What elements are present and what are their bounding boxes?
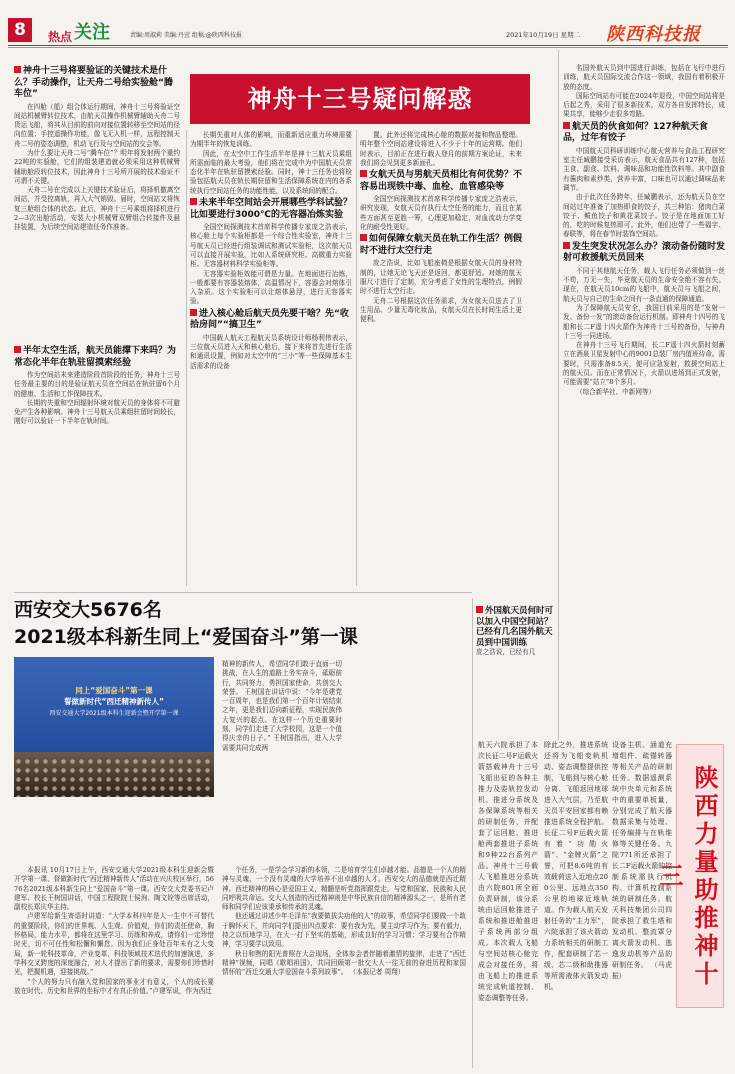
subheading-text: 半年太空生活，航天员能撑下来吗？为常态化半年在轨驻留摸索经验 xyxy=(14,346,177,368)
subheading xyxy=(14,66,180,101)
header-rule-thin xyxy=(8,47,728,48)
feature-column-4 xyxy=(563,64,725,397)
paragraph: 全国空间探测技术首席科学传播专家庞之浩表示，研究发现，女航天员有执行太空任务的能力，而且在某些方面甚至更胜一筹，心理更加稳定，对血流动力学变化的耐受性更好。 xyxy=(360,195,522,232)
ceremony-photo xyxy=(14,657,214,797)
subheading xyxy=(563,242,725,265)
subheading xyxy=(14,346,180,369)
feature-column-3 xyxy=(360,131,522,324)
article2-right-of-photo: 精神的新传人，希望同学们敢于直面一切挑战，在人生的道路上务实奋斗，砥砺前行，共同努力，勇担国家使命，共创交大荣誉。 王树国在讲话中说：“今年是建党一百周年，也是我们第一个百年计划结束之年，更是我们迈向新征程，实现民族伟大复兴的起点。在这样一个历史重要时刻，同学们走进了大学校园，这是一个值得庆幸的日子。” 王树国指出，进入大学需要共同完成两 xyxy=(222,660,342,752)
subheading xyxy=(190,198,352,221)
square-bullet-icon xyxy=(563,242,570,249)
paragraph: “个人的努力只有融入党和国家的事业才有意义，个人的成长要放在时代、历史和世界的坐标中才有真正价值。”卢建军说，作为西迁 xyxy=(14,977,214,995)
paragraph: 本报讯 10月17日上午，西安交通大学2021级本科生迎新会暨开学第一课、督做新时代“西迁精神新传人”活动在兴庆校区举行，5676名2021级本科新生同上“爱国奋斗”第一课。西安交大党委书记卢建军、校长王树国讲话，中国工程院院士侯洵、陶文铨等出席活动，副校长郑庆华主持。 xyxy=(14,866,214,912)
subheading-text: 神舟十三号将要验证的关键技术是什么？手动操作，让天舟二号给实验舱“腾车位” xyxy=(14,66,173,99)
paragraph: 全国空间探测技术首席科学传播专家庞之浩表示，核心舱上每个实验柜都是一个综合性实验室，神舟十三号航天员已经进行组装调试和测试实验柜，这次航天员可以直接开展实验，比如人系统研究柜、高微重力实验柜、无容器材料科学实验柜等。 xyxy=(190,223,352,269)
paragraph: 长期失重对人体的影响，而重新适应重力环境需要为期半年的恢复训练。 xyxy=(190,131,352,149)
subheading xyxy=(563,122,725,145)
square-bullet-icon xyxy=(190,309,197,316)
newspaper-masthead: 陕西科技报 xyxy=(606,24,701,45)
foreign-astronaut-heading: 外国航天员何时可以加入中国空间站？已经有几名国外航天员到中国训练 xyxy=(476,606,554,648)
page-number: 8 xyxy=(8,18,32,42)
feature-column-2 xyxy=(190,131,352,371)
article3-column-c: 设备主机、涵道充增组件、疏锚转器等相关产品的研制任务。数据遥测系统中央单元和系统中的重要单板量，分别完成了航天器数据采集与处理、任务编排与在轨维修等关键任务。九院771所还承担了长二F运载火箭的控制系统需执行机构、计算机控制系统的研制任务。航天科技集团公司四院承担了救生塔和发动机、整流罩分离火箭发动机、逃逸发动机等产品的研制任务。 （马虎振） xyxy=(612,741,672,980)
vertical-headline: 陕西力量助推神十三 xyxy=(655,765,718,989)
photo-banner-line-2: 誓做新时代“西迁精神新传人” xyxy=(64,697,164,706)
paragraph: 中国航天员科研训练中心航天营养与食品工程研究室主任臧鹏接受采访表示，航天食品共有127种，包括主食、副食、饮料、调味品和功能性饮料等。其中副食有酱肉和素炒类，营养丰富，口味也可以通过调味品来调节。 xyxy=(563,146,725,192)
paragraph: 秋日和煦的阳光普照在大会现场，全体参会者伴随着激情的旋律，走进了“西迁精神”视频，同唱《歌唱祖国》，共同回顾第一批交大人一往无前的奋进历程和家国情怀的“西迁交通大学爱国奋斗系列故事”。 （本报记者 周翔） xyxy=(222,949,466,977)
dateline: 2021年10月19日 星期二 xyxy=(506,31,581,39)
header-rule xyxy=(8,45,728,46)
photo-banner-line-3: 西安交通大学2021级本科生迎新会暨开学第一课 xyxy=(49,710,179,717)
subheading-text: 女航天员与男航天员相比有何优势？不容易出现铁中毒、血栓、血管感染等 xyxy=(360,170,523,192)
editors-line: 责编:周淑莉 美编:丹萱 组稿:@陕西科技报 xyxy=(130,32,242,39)
feature-title: 神舟十三号疑问解惑 xyxy=(247,85,473,113)
column-divider xyxy=(558,50,559,740)
section-label-focus: 关注 xyxy=(74,22,110,43)
article-title-line-1: 西安交大5676名 xyxy=(14,599,162,621)
paragraph: 他还通过讲述少年毛泽东“我要做拔尖功他的人”的故事，希望同学们要做一个敢于胸怀天下，并向同学们提出四点要求：要有我为先，要主动学习作为；要有毅力，持之以恒地学习，在大一打下坚实的基础，形成良好的学习习惯；学习要有合作精神，学习要学以致用。 xyxy=(222,912,466,949)
subheading-text: 航天员的伙食如何？127种航天食品，过年有饺子 xyxy=(563,121,708,144)
subheading xyxy=(190,309,352,332)
section-label-hot: 热点 xyxy=(48,30,73,44)
paragraph: 为什么要让天舟二号“腾车位”？明年将发射两个重约22吨的实验舱，它们的组装建造就必须采用这种机械臂辅助舱段转位技术，因此神舟十三号所开展的技术验证不可谓不关键。 xyxy=(14,148,180,185)
paragraph: 由于此次任务跨年，任臧鹏表示，还为航天员在空间站过年准备了加热即食的饺子，共三种馅：猪肉白菜饺子、鲅鱼饺子和黄花菜饺子。饺子是在地面加工好的，吃的时候复热即可。此外，他们也带了一些福字、春联等，将在春节时装饰空间站。 xyxy=(563,193,725,239)
paragraph: 庞之浩说，比如飞船座椅是根据女航天员的身材特制的，让她无论飞天还是返回，都更舒适。对她的航天服尺寸进行了定制，充分考虑了女性的生理特点，例假时不进行太空行走。 xyxy=(360,259,522,296)
paragraph: 长期的失重和空间辐射环境对航天员的身体将不可避免产生各种影响。神舟十三号航天员乘组驻留时间较长，刚好可以验证一下半年在轨时间。 xyxy=(14,398,180,426)
feature-column-1 xyxy=(14,64,180,233)
section-divider xyxy=(14,592,472,593)
paragraph: 卢建军给新生寄语时讲道：“大学本科四年是人一生中不可替代的重要阶段，你们的世界观、人生观、价值观，你们的责任使命，胸怀格局，能力水平，都将在这里学习、历练和养成，请你们一定珍惜时光，切不可任性和松懈和懈怠。因为我们正身处百年未有之大变局，新一轮科技革命，产业变革，科技领域技术迭代的加速演进，多学科交叉跨度的深度融合，对人才提出了新的要求，需要你们珍惜时光，把握机遇，迎接挑战。” xyxy=(14,912,214,977)
paragraph: 个任务，一是学会学习新的本领，二是培育学生们卓越才能。品德是一个人的精神与灵魂，一个没有灵魂的大学培养不出卓越的人才。西安交大的品德就是西迁精神。西迁精神的核心是爱国主义，精髓是听党指挥跟党走，与党和国家、民族和人民同呼吸共命运。交大人创造的西迁精神则是中华民族自信的精神源头之一，是所有老师和同学们应该秉承和传承的灵魂。 xyxy=(222,866,466,912)
paragraph: 为了保障航天员安全，我国目前采用的是“发射一发、备份一发”的滚动备份运行机制。即神舟十四号的飞船和长二F遥十四火箭作为神舟十三号的备份，与神舟十三号一同进场。 xyxy=(563,303,725,340)
subheading-text: 如何保障女航天员在轨工作生活？例假时不进行太空行走 xyxy=(360,234,523,256)
paragraph: 作为空间站未来建造阶段首阶段的任务，神舟十三号任务最主要的目的是验证航天员在空间站在轨驻留6个月的健康、生活和工作保障技术。 xyxy=(14,371,180,398)
article-title xyxy=(14,597,414,651)
square-bullet-icon xyxy=(360,234,367,241)
photo-banner-line-1: 同上“爱国奋斗”第一课 xyxy=(75,686,153,695)
paragraph: 因此，在太空中工作生活半年是神十三航天员乘组所需面临的最大考验，他们将在完成中为中国航天员常态化半年在轨驻留摸索经验。同时，神十三任务也将检验包括航天员在轨长期驻留和生活保障系统在内的各系统执行空间站任务的功能性能，以及系统间的配合。 xyxy=(190,149,352,195)
article3-column-a: 航天六院承担了本次长征二号F运载火箭搭载神舟十三号飞船出征的各种主推力及姿轨控发动机、推进分系统及各保障系统等相关的研制任务，并配套了运回舱、推进舱两套推进子系统和9种22台系列产品。神舟十三号载人飞船推进分系统由六院801所全面负责研制，该分系统由运回舱推进子系统和推进舱推进子系统两部分组成。本次载人飞船与空间站核心舱完成会对接任务，将由飞船上的推进系统完成轨道控制、姿态调整等任务。 xyxy=(478,741,538,1002)
square-bullet-icon xyxy=(14,346,21,353)
square-bullet-icon xyxy=(563,122,570,129)
paragraph: 无容器实验柜效能可谓是力量。在地面进行冶炼，一般都要有容器装熔体，高温情况下，容器会对熔体引入杂质。这个实验柜可以让熔体悬浮，进行无容器实验。 xyxy=(190,269,352,306)
subheading-text: 未来半年空间站会开展哪些学科试验？比如要进行3000℃的无容器冶炼实验 xyxy=(190,198,353,220)
paragraph: 无舟二号根据这次任务需求，为女航天员送去了卫生用品、少量无毒化妆品，女航天员在长时间生活上更便利。 xyxy=(360,296,522,324)
foreign-astronaut-text: 庞之浩说，已经有几 xyxy=(476,648,536,656)
column-divider xyxy=(356,130,357,586)
paragraph: 置。此外还将完成核心舱的数据对接和物品整理。明年整个空间站建设将进入不少于十年的运营期。他们时表示，目前正在进行载人登月的前期方案论证，未来我们将会见到更多新面孔。 xyxy=(360,131,522,167)
foreign-astronaut-box xyxy=(476,606,556,657)
square-bullet-icon xyxy=(190,198,197,205)
subheading xyxy=(360,234,522,257)
subheading-text: 进入核心舱后航天员先要干啥？先“收拾房间”“搞卫生” xyxy=(190,308,349,331)
paragraph: 在神舟十三号飞行期间，长二F遥十四火箭时刻蓄立在酒泉卫星发射中心的9001总装厂房内值班待命。需要时，只需准备8.5天，便可应急发射，救援空间站上的航天员。而在正常情况下，火箭以进场到正式发射，可能需要“站立”8个多月。 xyxy=(563,341,725,387)
article2-column-2 xyxy=(222,866,466,978)
subheading xyxy=(360,170,522,193)
subheading-text: 发生突发状况怎么办？滚动备份随时发射可救援航天员回来 xyxy=(563,241,726,264)
square-bullet-icon xyxy=(360,170,367,177)
square-bullet-icon xyxy=(14,66,21,73)
paragraph: 名国外航天员到中国进行训练，包括在飞行中进行训练，航天员国际交流合作这一领域，我国有着积极开放的态度。 xyxy=(563,64,725,91)
article-title-line-2: 2021级本科新生同上“爱国奋斗”第一课 xyxy=(14,626,358,648)
article2-column-1 xyxy=(14,866,214,996)
square-bullet-icon xyxy=(476,606,483,613)
paragraph: 在四舱（船）组合体运行期间，神舟十三号将验证空间站机械臂转位技术，由航天员操作机械臂辅助天舟二号货运飞船，将其从目前的前向对接位置转移至空间站的径向位置；手控遥操作功能，像飞无人机一样，远程控制天舟二号的姿态调整，机动飞行及与空间站的交会等。 xyxy=(14,102,180,148)
feature-column-1b xyxy=(14,344,180,427)
column-divider xyxy=(472,598,473,1068)
paragraph: （综合新华社、中新网等） xyxy=(576,387,656,396)
article3-column-b: 除此之外，推进系统还将为飞船变轨机动、姿态调整提供控制，飞船到与核心舱分离、飞船返回地球进入大气层，乃至航天员平安回家都有赖推进系统全程护航。长征二号F运载火箭有着“功勋火箭”、“金牌火箭”之誉，可把8.6吨的有效载荷送入近地点200公里、远地点350公里的地球近地轨道。作为载人航天发射任务的“主力军”，六院承担了该火箭动力系统相关的研制工作，配套研制了芯一级、芯二级和助推器等所需液体火箭发动机。 xyxy=(544,741,608,991)
paragraph: 不同于其他航天任务，载人飞行任务必须做到一丝不苟，万无一失，毕竟航天员的生命安全绝不容有失。现在，在航天员10cm的飞船中，航天员与飞船之间，航天员与自己的生命之间有一条直通的保障通道。 xyxy=(563,266,725,303)
column-divider xyxy=(186,130,187,586)
paragraph: 国际空间站有可能在2024年退役，中国空间站将是后起之秀，采用了很多新技术，双方各自发挥特长，成果共享，能够少走很多弯路。 xyxy=(563,91,725,119)
paragraph: 中国载人航天工程航天员系统设计师杨利伟表示，三位航天员进入天和核心舱后，接下来将首先进行生活和通讯设置，例如对太空中的“三小”等一些保障基本生活需求的设备 xyxy=(190,333,352,370)
paragraph: 天舟二号在完成以上关键技术验证后，将择机撤离空间站，并受控离轨，再入大气销毁。届时，空间站又将恢复三舱组合体的状态。此后，神舟十三号乘组将择机进行2—3次出舱活动，安装大小机械臂双臂组合转接件及悬挂装置，为后续空间站建造任务作准备。 xyxy=(14,186,180,232)
photo-crowd-dots xyxy=(14,757,214,797)
